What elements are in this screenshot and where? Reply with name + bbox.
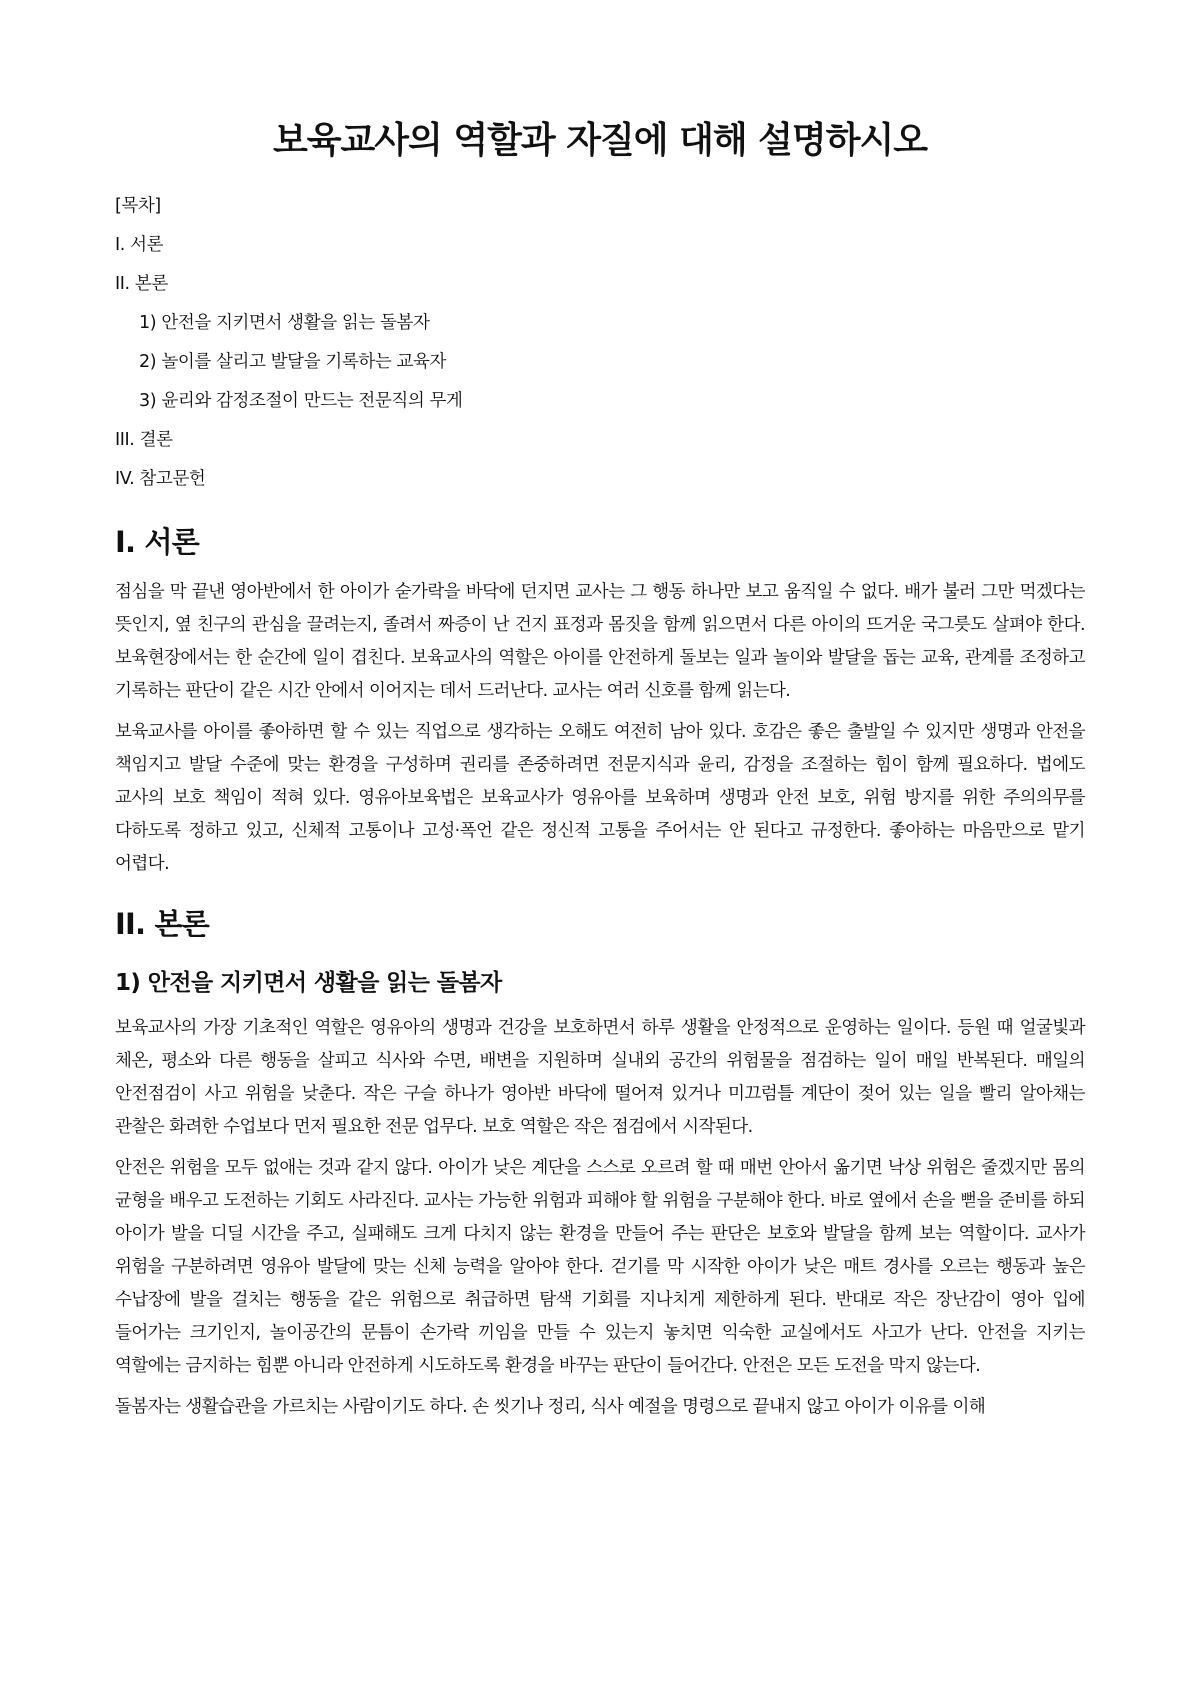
body-heading: II. 본론	[115, 906, 209, 941]
subsection-1-paragraph-3: 돌봄자는 생활습관을 가르치는 사람이기도 하다. 손 씻기나 정리, 식사 예절을 명령으로 끝내지 않고 아이가 이유를 이해	[115, 1397, 986, 1418]
table-of-contents	[115, 187, 1085, 499]
toc-item-introduction: I. 서론	[115, 234, 164, 255]
introduction-section	[115, 525, 1085, 881]
toc-item-body-2: 2) 놀이를 살리고 발달을 기록하는 교육자	[139, 351, 447, 372]
subsection-1-paragraph-1: 보육교사의 가장 기초적인 역할은 영유아의 생명과 건강을 보호하면서 하루 생활을 안정적으로 운영하는 일이다. 등원 때 얼굴빛과 체온, 평소와 다른 행동을 살피고 식사와 수면, 배변을 지원하며 실내외 공간의 위험물을 점검하는 일이 매일 반복된다. 매일의 안전점검이 사고 위험을 낮춘다. 작은 구슬 하나가 영아반 바닥에 떨어져 있거나 미끄럼틀 계단이 젖어 있는 일을 빨리 알아채는 관찰은 화려한 수업보다 먼저 필요한 전문 업무다. 보호 역할은 작은 점검에서 시작된다.	[115, 1018, 1085, 1138]
toc-item-body: II. 본론	[115, 273, 168, 294]
toc-item-conclusion: III. 결론	[115, 429, 173, 450]
toc-label: [목차]	[115, 195, 161, 216]
subsection-1-paragraph-2: 안전은 위험을 모두 없애는 것과 같지 않다. 아이가 낮은 계단을 스스로 오르려 할 때 매번 안아서 옮기면 낙상 위험은 줄겠지만 몸의 균형을 배우고 도전하는 기회도 사라진다. 교사는 가능한 위험과 피해야 할 위험을 구분해야 한다. 바로 옆에서 손을 뻗을 준비를 하되 아이가 발을 디딜 시간을 주고, 실패해도 크게 다치지 않는 환경을 만들어 주는 판단은 보호와 발달을 함께 보는 역할이다. 교사가 위험을 구분하려면 영유아 발달에 맞는 신체 능력을 알아야 한다. 걷기를 막 시작한 아이가 낮은 매트 경사를 오르는 행동과 높은 수납장에 발을 걸치는 행동을 같은 위험으로 취급하면 탐색 기회를 지나치게 제한하게 된다. 반대로 작은 장난감이 영아 입에 들어가는 크기인지, 놀이공간의 문틈이 손가락 끼임을 만들 수 있는지 놓치면 익숙한 교실에서도 사고가 난다. 안전을 지키는 역할에는 금지하는 힘뿐 아니라 안전하게 시도하도록 환경을 바꾸는 판단이 들어간다. 안전은 모든 도전을 막지 않는다.	[115, 1158, 1085, 1377]
body-section	[115, 907, 1085, 1425]
introduction-heading: I. 서론	[115, 524, 199, 559]
toc-item-body-1: 1) 안전을 지키면서 생활을 읽는 돌봄자	[139, 312, 430, 333]
introduction-paragraph-1: 점심을 막 끝낸 영아반에서 한 아이가 숟가락을 바닥에 던지면 교사는 그 행동 하나만 보고 움직일 수 없다. 배가 불러 그만 먹겠다는 뜻인지, 옆 친구의 관심을 끌려는지, 졸려서 짜증이 난 건지 표정과 몸짓을 함께 읽으면서 다른 아이의 뜨거운 국그릇도 살펴야 한다. 보육현장에서는 한 순간에 일이 겹친다. 보육교사의 역할은 아이를 안전하게 돌보는 일과 놀이와 발달을 돕는 교육, 관계를 조정하고 기록하는 판단이 같은 시간 안에서 이어지는 데서 드러난다. 교사는 여러 신호를 함께 읽는다.	[115, 581, 1085, 701]
subsection-1-heading: 1) 안전을 지키면서 생활을 읽는 돌봄자	[115, 970, 502, 997]
toc-item-references: IV. 참고문헌	[115, 468, 206, 489]
document-title: 보육교사의 역할과 자질에 대해 설명하시오	[272, 120, 928, 161]
introduction-paragraph-2: 보육교사를 아이를 좋아하면 할 수 있는 직업으로 생각하는 오해도 여전히 남아 있다. 호감은 좋은 출발일 수 있지만 생명과 안전을 책임지고 발달 수준에 맞는 환경을 구성하며 권리를 존중하려면 전문지식과 윤리, 감정을 조절하는 힘이 함께 필요하다. 법에도 교사의 보호 책임이 적혀 있다. 영유아보육법은 보육교사가 영유아를 보육하며 생명과 안전 보호, 위험 방지를 위한 주의의무를 다하도록 정하고 있고, 신체적 고통이나 고성·폭언 같은 정신적 고통을 주어서는 안 된다고 규정한다. 좋아하는 마음만으로 맡기 어렵다.	[115, 721, 1085, 874]
toc-item-body-3: 3) 윤리와 감정조절이 만드는 전문직의 무게	[139, 390, 463, 411]
